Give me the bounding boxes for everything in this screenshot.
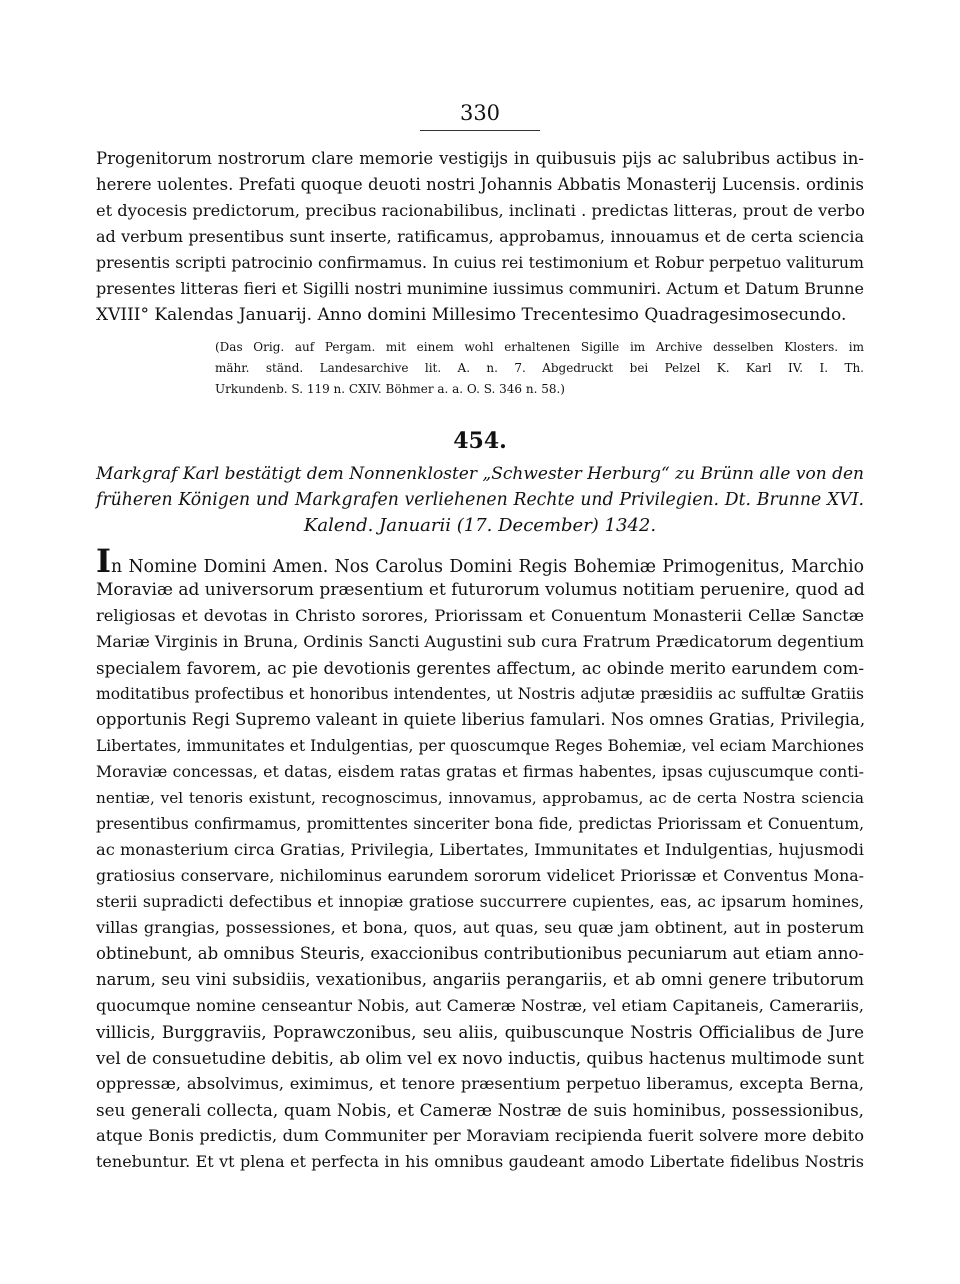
- archive-note-line: Urkundenb. S. 119 n. CXIV. Böhmer a. a. O. S. 346 n. 58.): [215, 382, 565, 396]
- document-number: 454.: [453, 428, 507, 454]
- body-line: religiosas et devotas in Christo sorores, Priorissam et Conuentum Monasterii Cellæ Sanctæ: [96, 606, 864, 625]
- body-line: seu generali collecta, quam Nobis, et Cameræ Nostræ de suis hominibus, possessionibus,: [96, 1100, 864, 1120]
- continuation-line: presentis scripti patrocinio confirmamus. In cuius rei testimonium et Robur perpetuo valiturum: [96, 253, 864, 272]
- page-number: 330: [459, 101, 501, 125]
- continuation-line: presentes litteras fieri et Sigilli nostri munimine iussimus communiri. Actum et Datum Brunne: [96, 279, 864, 298]
- document-heading-line: Kalend. Januarii (17. December) 1342.: [303, 515, 657, 536]
- continuation-line: XVIII° Kalendas Januarij. Anno domini Millesimo Trecentesimo Quadragesimosecundo.: [96, 305, 847, 325]
- document-heading-line: früheren Königen und Markgrafen verliehenen Rechte und Privilegien. Dt. Brunne XVI.: [96, 490, 864, 510]
- document-heading-line: Markgraf Karl bestätigt dem Nonnenkloster „Schwester Herburg“ zu Brünn alle von den: [96, 464, 864, 484]
- header-rule: [420, 130, 540, 131]
- body-line: opportunis Regi Supremo valeant in quiete liberius famulari. Nos omnes Gratias, Privilegia,: [96, 710, 866, 729]
- body-line: obtinebunt, ab omnibus Steuris, exaccionibus contributionibus pecuniarum aut etiam anno-: [96, 944, 864, 963]
- archive-note-line: mähr. ständ. Landesarchive lit. A. n. 7. Abgedruckt bei Pelzel K. Karl IV. I. Th.: [215, 361, 864, 375]
- body-line: sterii supradicti defectibus et innopiæ gratiose succurrere cupientes, eas, ac ipsarum homines,: [96, 892, 864, 911]
- body-line: ac monasterium circa Gratias, Privilegia, Libertates, Immunitates et Indulgentias, hujusmodi: [96, 840, 864, 859]
- body-first-line-text: n Nomine Domini Amen. Nos Carolus Domini Regis Bohemiæ Primogenitus, Marchio: [110, 557, 864, 577]
- continuation-line: Progenitorum nostrorum clare memorie vestigijs in quibusuis pijs ac salubribus actibus in-: [96, 149, 864, 168]
- body-line: tenebuntur. Et vt plena et perfecta in his omnibus gaudeant amodo Libertate fidelibus Nostris: [96, 1152, 864, 1171]
- continuation-line: ad verbum presentibus sunt inserte, ratificamus, approbamus, innouamus et de certa sciencia: [96, 227, 864, 246]
- body-line: villas grangias, possessiones, et bona, quos, aut quas, seu quæ jam obtinent, aut in posterum: [96, 918, 864, 937]
- archive-note-line: (Das Orig. auf Pergam. mit einem wohl erhaltenen Sigille im Archive desselben Klosters. im: [215, 340, 864, 354]
- body-line: villicis, Burggraviis, Poprawczonibus, seu aliis, quibuscunque Nostris Officialibus de Jure: [96, 1022, 864, 1042]
- body-line: quocumque nomine censeantur Nobis, aut Cameræ Nostræ, vel etiam Capitaneis, Camerariis,: [96, 996, 864, 1015]
- body-line: nentiæ, vel tenoris existunt, recognoscimus, innovamus, approbamus, ac de certa Nostra sciencia: [96, 789, 864, 807]
- body-line: moditatibus profectibus et honoribus intendentes, ut Nostris adjutæ præsidiis ac suffultæ Gratiis: [96, 685, 864, 703]
- continuation-line: et dyocesis predictorum, precibus racionabilibus, inclinati . predictas litteras, prout de verbo: [96, 201, 865, 220]
- body-line: Moraviæ concessas, et datas, eisdem ratas gratas et firmas habentes, ipsas cujuscumque conti-: [96, 762, 864, 781]
- body-line: gratiosius conservare, nichilominus earundem sororum videlicet Priorissæ et Conventus Mona-: [96, 866, 864, 885]
- body-line: Moraviæ ad universorum præsentium et futurorum volumus notitiam peruenire, quod ad: [96, 580, 865, 600]
- initial-letter: I: [96, 542, 111, 580]
- body-line: vel de consuetudine debitis, ab olim vel ex novo inductis, quibus hactenus multimode sunt: [96, 1048, 864, 1068]
- body-line: Libertates, immunitates et Indulgentias, per quoscumque Reges Bohemiæ, vel eciam Marchiones: [96, 737, 864, 755]
- body-line: Mariæ Virginis in Bruna, Ordinis Sancti Augustini sub cura Fratrum Prædicatorum degentium: [96, 632, 864, 651]
- continuation-line: herere uolentes. Prefati quoque deuoti nostri Johannis Abbatis Monasterij Lucensis. ordinis: [96, 175, 864, 194]
- body-line: narum, seu vini subsidiis, vexationibus, angariis perangariis, et ab omni genere tributorum: [96, 970, 864, 989]
- body-line: specialem favorem, ac pie devotionis gerentes affectum, ac obinde merito earundem com-: [96, 658, 864, 678]
- body-line: atque Bonis predictis, dum Communiter per Moraviam recipienda fuerit solvere more debito: [96, 1126, 864, 1145]
- body-line: presentibus confirmamus, promittentes sinceriter bona fide, predictas Priorissam et Conuentum,: [96, 815, 864, 833]
- body-line: oppressæ, absolvimus, eximimus, et tenore præsentium perpetuo liberamus, excepta Berna,: [96, 1074, 864, 1093]
- body-first-line: [96, 542, 864, 580]
